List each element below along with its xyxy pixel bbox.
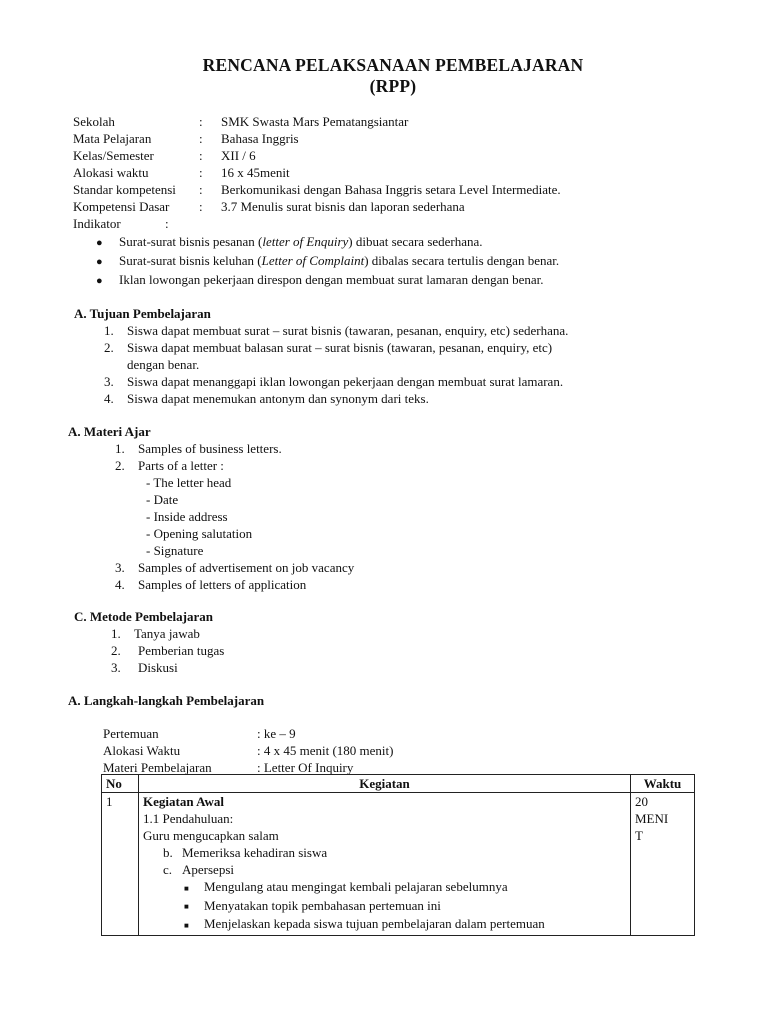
list-item: Siswa dapat menemukan antonym dan synonym dari teks. xyxy=(127,391,429,406)
list-item: Samples of advertisement on job vacancy xyxy=(138,560,355,575)
kegiatan-step-c: c. Apersepsi xyxy=(163,862,234,877)
bullet-dot-icon: ● xyxy=(96,237,103,249)
bullet-dot-icon: ● xyxy=(96,256,103,268)
section-heading-metode: C. Metode Pembelajaran xyxy=(74,609,213,624)
list-item: Siswa dapat menanggapi iklan lowongan pekerjaan dengan membuat surat lamaran. xyxy=(127,374,564,389)
kegiatan-title: Kegiatan Awal xyxy=(143,794,225,809)
info-value: : 4 x 45 menit (180 menit) xyxy=(257,743,394,758)
section-heading-langkah: A. Langkah-langkah Pembelajaran xyxy=(68,693,265,708)
list-number: 3. xyxy=(104,374,114,389)
list-number: 4. xyxy=(104,391,114,406)
list-item: Diskusi xyxy=(138,660,178,675)
list-item: Samples of business letters. xyxy=(138,441,282,456)
list-subitem: - Inside address xyxy=(146,509,228,524)
identity-value: 3.7 Menulis surat bisnis dan laporan sederhana xyxy=(221,199,465,214)
list-subitem: - The letter head xyxy=(146,475,232,490)
list-item: ■ Mengulang atau mengingat kembali pelajaran sebelumnya xyxy=(143,878,626,897)
list-item: ■ Menyatakan topik pembahasan pertemuan ini xyxy=(143,897,626,916)
identity-label: Kelas/Semester xyxy=(73,148,154,163)
identity-value: SMK Swasta Mars Pematangsiantar xyxy=(221,114,409,129)
waktu-line: T xyxy=(635,828,643,843)
kegiatan-step-b: b. Memeriksa kehadiran siswa xyxy=(163,845,328,860)
kegiatan-salam: Guru mengucapkan salam xyxy=(143,828,279,843)
identity-label: Alokasi waktu xyxy=(73,165,149,180)
list-item: Parts of a letter : xyxy=(138,458,224,473)
info-value: : ke – 9 xyxy=(257,726,296,741)
section-heading-materi: A. Materi Ajar xyxy=(68,424,151,439)
identity-colon: : xyxy=(199,199,203,214)
list-number: 2. xyxy=(115,458,125,473)
identity-label: Standar kompetensi xyxy=(73,182,176,197)
header-no: No xyxy=(102,775,139,793)
list-subitem: - Signature xyxy=(146,543,204,558)
list-number: 3. xyxy=(111,660,121,675)
identity-colon: : xyxy=(199,148,203,163)
list-item: ● Surat-surat bisnis pesanan (letter of Enquiry) dibuat secara sederhana. xyxy=(96,233,483,252)
document-title: RENCANA PELAKSANAAN PEMBELAJARAN xyxy=(202,55,584,75)
identity-label: Kompetensi Dasar xyxy=(73,199,170,214)
section-heading-tujuan: A. Tujuan Pembelajaran xyxy=(74,306,211,321)
identity-colon: : xyxy=(199,131,203,146)
list-number: 3. xyxy=(115,560,125,575)
row-kegiatan xyxy=(139,793,631,936)
square-bullet-icon: ■ xyxy=(184,902,189,912)
info-label: Alokasi Waktu xyxy=(103,743,181,758)
info-label: Pertemuan xyxy=(103,726,159,741)
list-item: ■ Menjelaskan kepada siswa tujuan pembelajaran dalam pertemuan xyxy=(143,915,626,934)
list-item: Tanya jawab xyxy=(134,626,200,641)
list-number: 1. xyxy=(111,626,121,641)
identity-value: 16 x 45menit xyxy=(221,165,290,180)
header-kegiatan: Kegiatan xyxy=(139,775,631,793)
identity-label: Mata Pelajaran xyxy=(73,131,152,146)
identity-label: Sekolah xyxy=(73,114,115,129)
table-header-row xyxy=(102,775,695,793)
identity-value: Bahasa Inggris xyxy=(221,131,299,146)
list-subitem: - Opening salutation xyxy=(146,526,253,541)
identity-value: Berkomunikasi dengan Bahasa Inggris setara Level Intermediate. xyxy=(221,182,561,197)
identity-colon: : xyxy=(199,114,203,129)
square-bullet-icon: ■ xyxy=(184,883,189,893)
row-waktu xyxy=(631,793,695,936)
info-label: Materi Pembelajaran xyxy=(103,760,212,775)
list-item: Pemberian tugas xyxy=(138,643,225,658)
kegiatan-pendahuluan: 1.1 Pendahuluan: xyxy=(143,811,234,826)
info-value: : Letter Of Inquiry xyxy=(257,760,354,775)
identity-value: XII / 6 xyxy=(221,148,256,163)
list-number: 4. xyxy=(115,577,125,592)
indikator-colon: : xyxy=(165,216,169,231)
identity-colon: : xyxy=(199,165,203,180)
row-no: 1 xyxy=(102,793,139,936)
list-item: Samples of letters of application xyxy=(138,577,307,592)
waktu-line: MENI xyxy=(635,811,669,826)
identity-colon: : xyxy=(199,182,203,197)
list-item: ● Iklan lowongan pekerjaan direspon dengan membuat surat lamaran dengan benar. xyxy=(96,271,544,290)
waktu-line: 20 xyxy=(635,794,648,809)
list-item-continuation: dengan benar. xyxy=(127,357,200,372)
list-item: ● Surat-surat bisnis keluhan (Letter of Complaint) dibalas secara tertulis dengan benar. xyxy=(96,252,559,271)
list-item: Siswa dapat membuat balasan surat – surat bisnis (tawaran, pesanan, enquiry, etc) xyxy=(127,340,553,355)
indikator-label: Indikator xyxy=(73,216,121,231)
list-item: Siswa dapat membuat surat – surat bisnis (tawaran, pesanan, enquiry, etc) sederhana. xyxy=(127,323,569,338)
document-subtitle: (RPP) xyxy=(369,76,417,96)
list-number: 2. xyxy=(111,643,121,658)
list-number: 1. xyxy=(115,441,125,456)
square-bullet-icon: ■ xyxy=(184,920,189,930)
bullet-dot-icon: ● xyxy=(96,275,103,287)
header-waktu: Waktu xyxy=(631,775,695,793)
list-number: 1. xyxy=(104,323,114,338)
kegiatan-table xyxy=(101,774,695,936)
table-row xyxy=(102,793,695,936)
list-subitem: - Date xyxy=(146,492,179,507)
list-number: 2. xyxy=(104,340,114,355)
